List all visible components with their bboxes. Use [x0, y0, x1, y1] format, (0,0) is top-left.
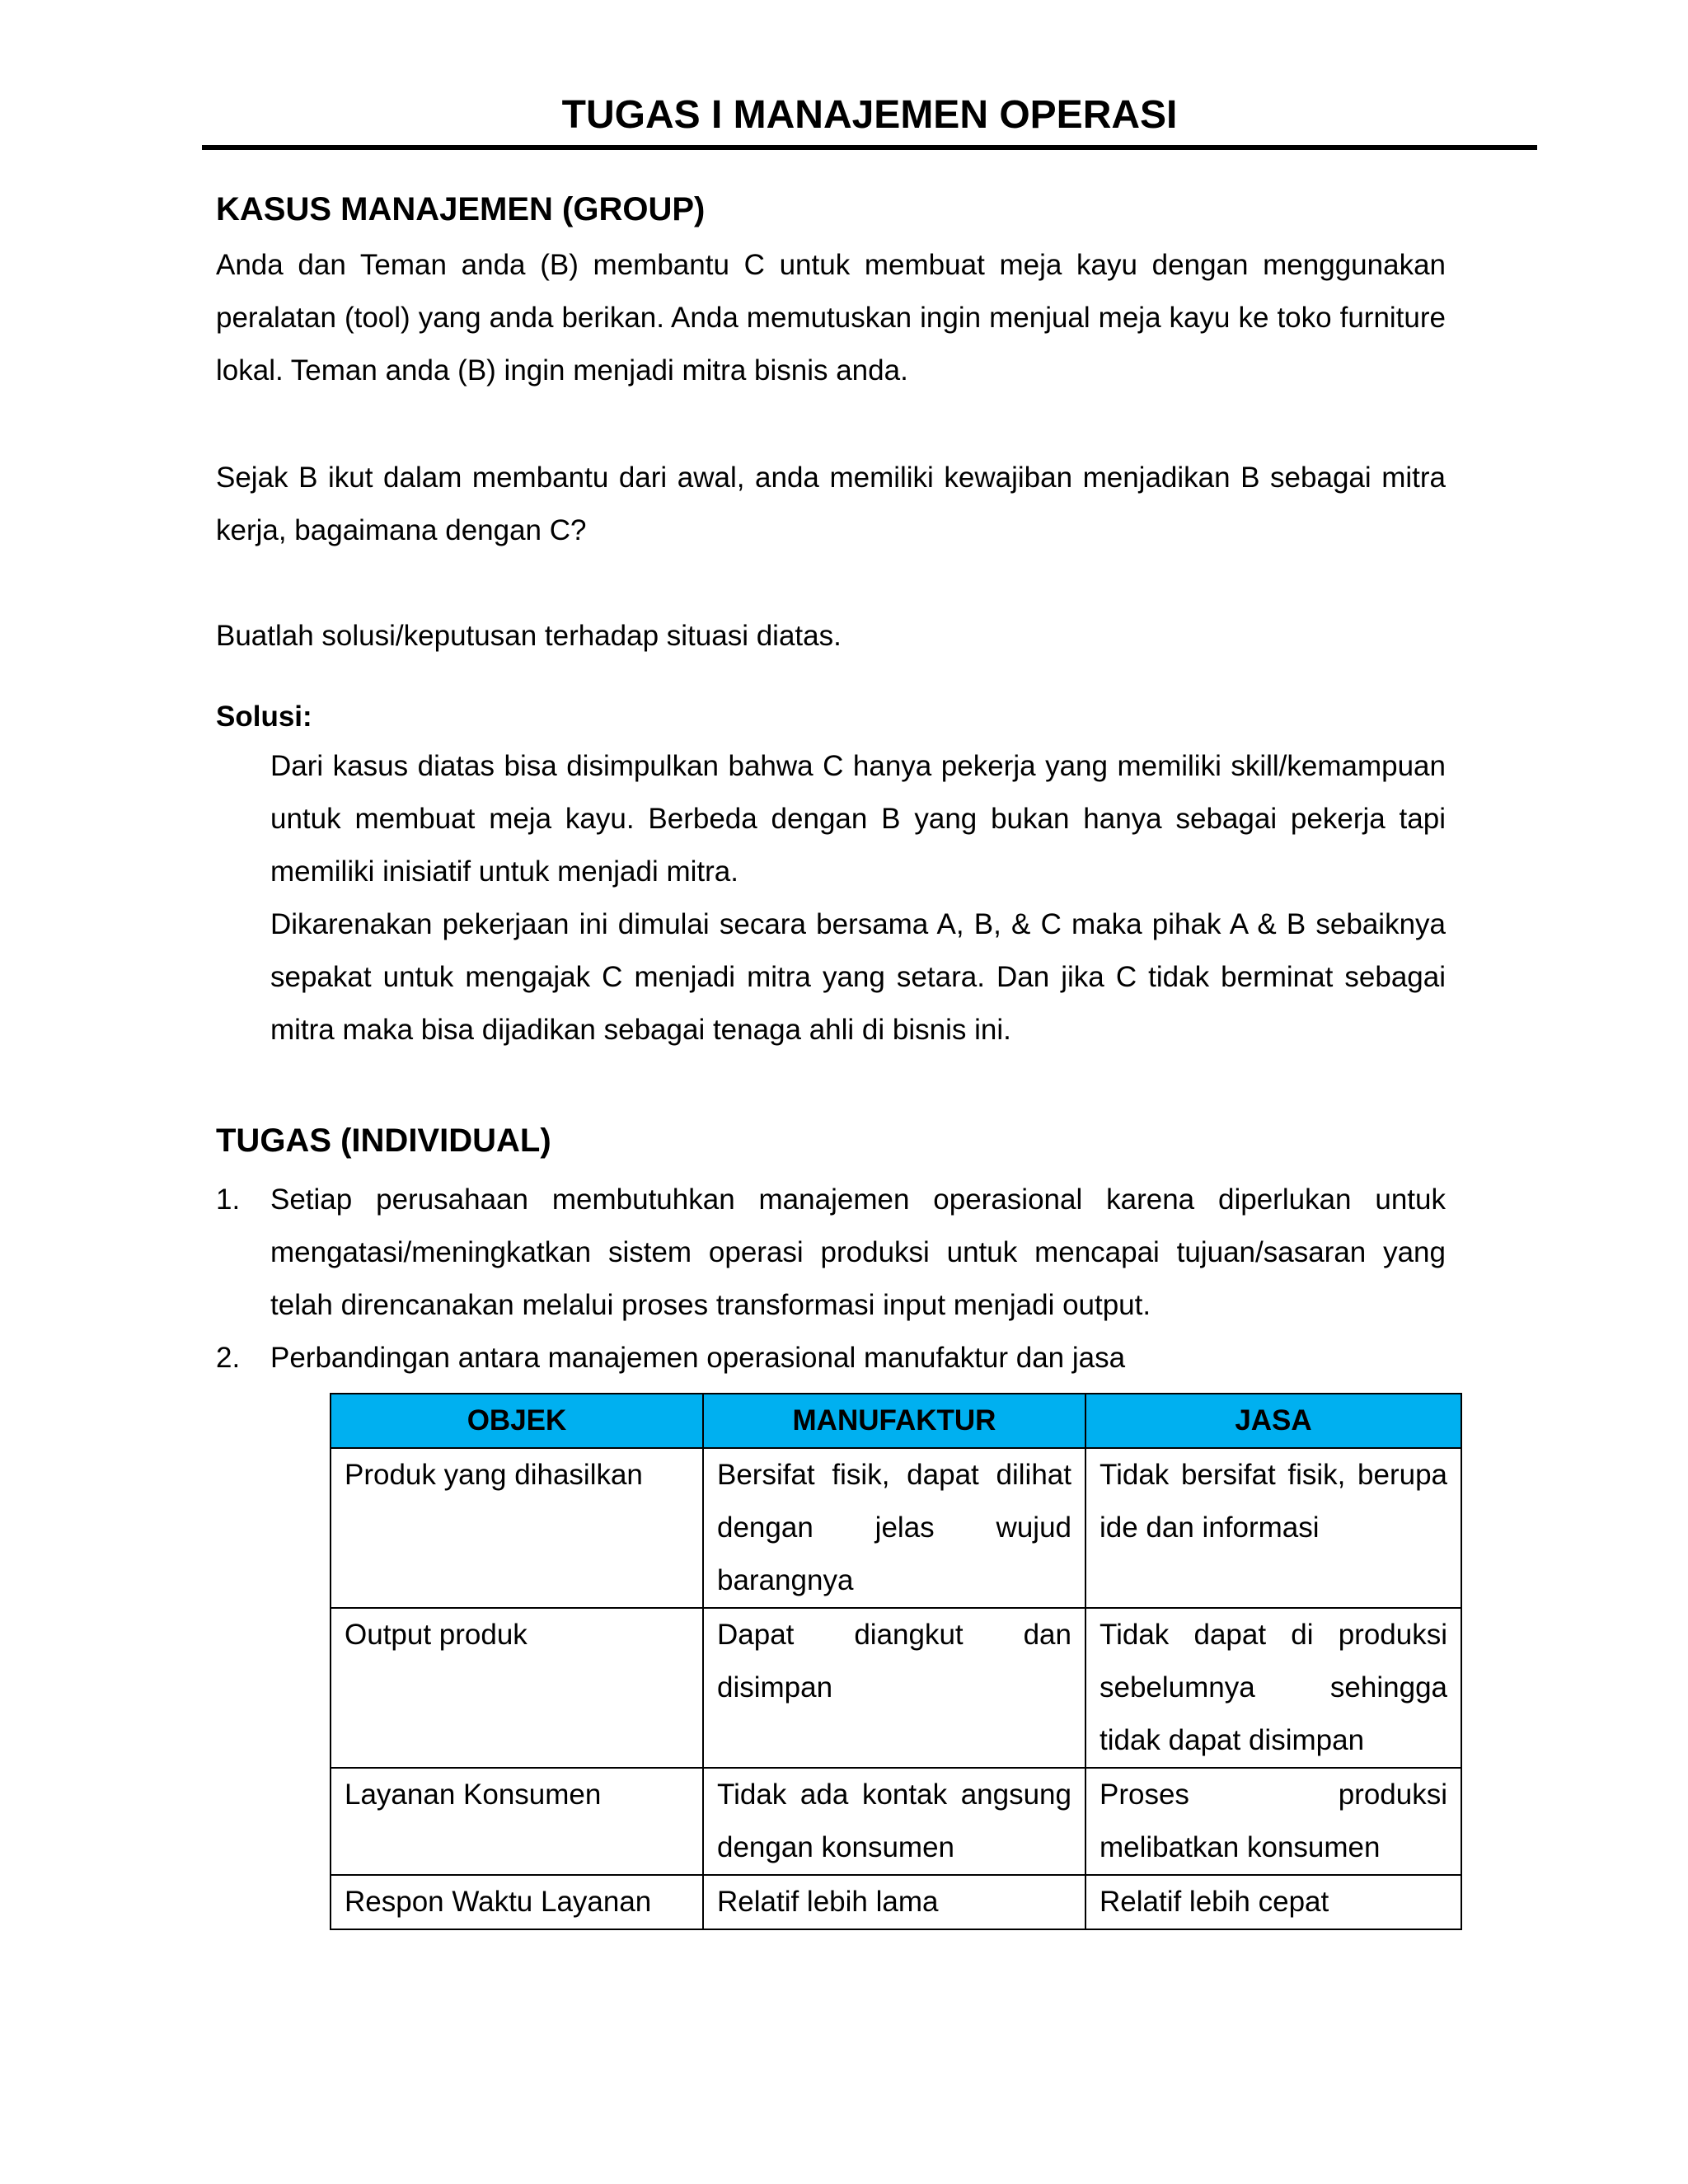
- header-jasa: JASA: [1085, 1394, 1461, 1448]
- page-title: TUGAS I MANAJEMEN OPERASI: [561, 93, 1178, 137]
- kasus-instruction: Buatlah solusi/keputusan terhadap situasi diatas.: [216, 620, 842, 652]
- list-text: Perbandingan antara manajemen operasional manufaktur dan jasa: [270, 1342, 1126, 1374]
- header-objek: OBJEK: [331, 1394, 703, 1448]
- list-number: 2.: [216, 1342, 241, 1374]
- table-cell-jasa: Tidak bersifat fisik, berupa ide dan informasi: [1085, 1448, 1461, 1608]
- table-cell-objek: Respon Waktu Layanan: [331, 1875, 703, 1929]
- table-cell-manufaktur: Dapat diangkut dan disimpan: [703, 1608, 1085, 1768]
- table-row: [331, 1448, 1461, 1608]
- solusi-label: Solusi:: [216, 701, 312, 733]
- solusi-paragraph: Dikarenakan pekerjaan ini dimulai secara bersama A, B, & C maka pihak A & B sebaiknya sepakat untuk mengajak C menjadi mitra yang setara. Dan jika C tidak berminat sebagai mitra maka bisa dijadikan sebagai tenaga ahli di bisnis ini.: [270, 908, 1446, 1046]
- title-underline: [202, 145, 1537, 150]
- list-number: 1.: [216, 1183, 241, 1216]
- table-cell-manufaktur: Tidak ada kontak angsung dengan konsumen: [703, 1768, 1085, 1875]
- table-cell-objek: Output produk: [331, 1608, 703, 1768]
- kasus-paragraph: Sejak B ikut dalam membantu dari awal, anda memiliki kewajiban menjadikan B sebagai mitra kerja, bagaimana dengan C?: [216, 462, 1446, 546]
- table-cell-jasa: Proses produksi melibatkan konsumen: [1085, 1768, 1461, 1875]
- table-header-row: [331, 1394, 1461, 1448]
- table-row: [331, 1608, 1461, 1768]
- solusi-paragraph: Dari kasus diatas bisa disimpulkan bahwa C hanya pekerja yang memiliki skill/kemampuan untuk membuat meja kayu. Berbeda dengan B yang bukan hanya sebagai pekerja tapi memiliki inisiatif untuk menjadi mitra.: [270, 750, 1446, 888]
- list-text: Setiap perusahaan membutuhkan manajemen operasional karena diperlukan untuk mengatasi/meningkatkan sistem operasi produksi untuk mencapai tujuan/sasaran yang telah direncanakan melalui proses transformasi input menjadi output.: [270, 1183, 1446, 1321]
- table-cell-jasa: Tidak dapat di produksi sebelumnya sehingga tidak dapat disimpan: [1085, 1608, 1461, 1768]
- table-cell-objek: Layanan Konsumen: [331, 1768, 703, 1875]
- table-row: [331, 1875, 1461, 1929]
- comparison-table: [330, 1393, 1462, 1930]
- kasus-heading: KASUS MANAJEMEN (GROUP): [216, 191, 706, 227]
- table-cell-manufaktur: Bersifat fisik, dapat dilihat dengan jelas wujud barangnya: [703, 1448, 1085, 1608]
- header-manufaktur: MANUFAKTUR: [703, 1394, 1085, 1448]
- table-cell-jasa: Relatif lebih cepat: [1085, 1875, 1461, 1929]
- table-row: [331, 1768, 1461, 1875]
- kasus-paragraph: Anda dan Teman anda (B) membantu C untuk membuat meja kayu dengan menggunakan peralatan (tool) yang anda berikan. Anda memutuskan ingin menjual meja kayu ke toko furniture lokal. Teman anda (B) ingin menjadi mitra bisnis anda.: [216, 249, 1446, 387]
- tugas-heading: TUGAS (INDIVIDUAL): [216, 1122, 551, 1159]
- table-cell-objek: Produk yang dihasilkan: [331, 1448, 703, 1608]
- table-cell-manufaktur: Relatif lebih lama: [703, 1875, 1085, 1929]
